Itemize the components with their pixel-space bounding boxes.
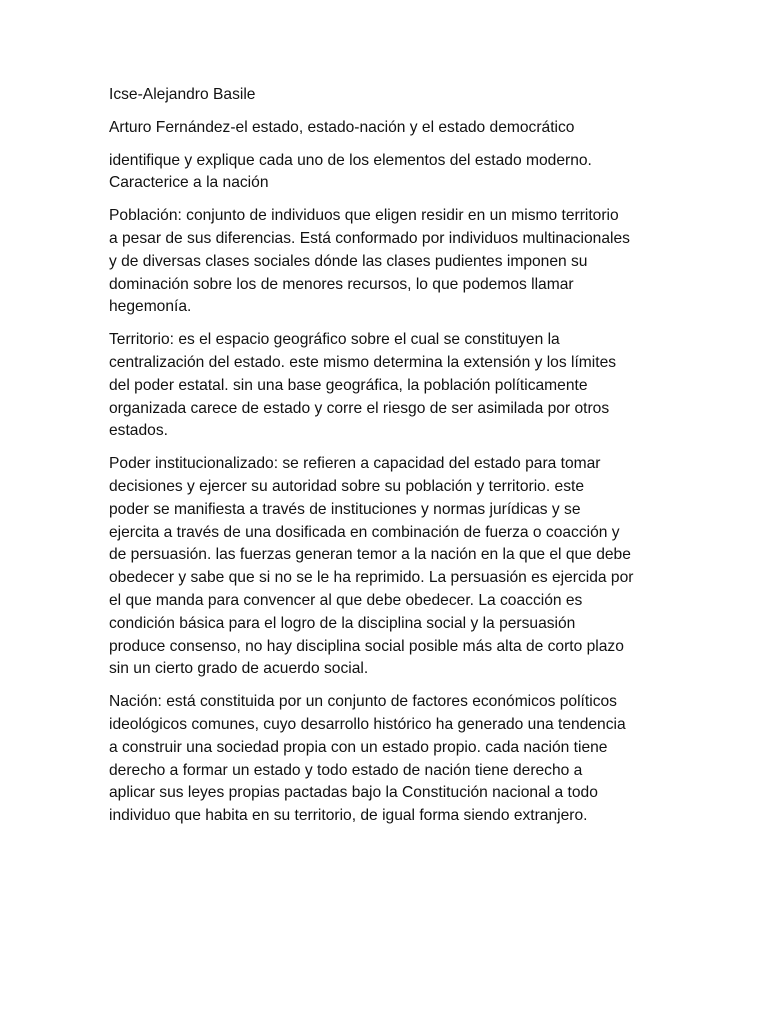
text-line: derecho a formar un estado y todo estado de nación tiene derecho a — [109, 761, 583, 779]
text-line: de persuasión. las fuerzas generan temor a la nación en la que el que debe — [109, 546, 631, 564]
text-line: hegemonía. — [109, 298, 192, 316]
text-line: a construir una sociedad propia con un estado propio. cada nación tiene — [109, 738, 608, 756]
text-line: ideológicos comunes, cuyo desarrollo histórico ha generado una tendencia — [109, 715, 626, 733]
text-line: ejercita a través de una dosificada en combinación de fuerza o coacción y — [109, 523, 620, 541]
prompt-line: identifique y explique cada uno de los elementos del estado moderno. — [109, 151, 592, 169]
text-line: el que manda para convencer al que debe obedecer. La coacción es — [109, 591, 583, 609]
prompt-line: Caracterice a la nación — [109, 174, 269, 192]
text-line: Nación: está constituida por un conjunto de factores económicos políticos — [109, 693, 617, 711]
document-subtitle — [109, 117, 669, 140]
text-line: aplicar sus leyes propias pactadas bajo la Constitución nacional a todo — [109, 784, 598, 802]
text-line: individuo que habita en su territorio, de igual forma siendo extranjero. — [109, 807, 588, 825]
text-line: centralización del estado. este mismo determina la extensión y los límites — [109, 353, 617, 371]
author-line: Icse-Alejandro Basile — [109, 86, 256, 103]
text-line: decisiones y ejercer su autoridad sobre su población y territorio. este — [109, 477, 584, 495]
assignment-prompt — [109, 150, 669, 196]
text-line: obedecer y sabe que si no se le ha reprimido. La persuasión es ejercida por — [109, 569, 634, 587]
text-line: y de diversas clases sociales dónde las clases pudientes imponen su — [109, 252, 588, 270]
text-line: condición básica para el logro de la disciplina social y la persuasión — [109, 614, 576, 632]
text-line: Población: conjunto de individuos que eligen residir en un mismo territorio — [109, 207, 619, 225]
paragraph-poder-institucionalizado — [109, 453, 669, 681]
subtitle-line: Arturo Fernández-el estado, estado-nación y el estado democrático — [109, 118, 575, 136]
paragraph-nacion — [109, 691, 669, 828]
text-line: dominación sobre los de menores recursos, lo que podemos llamar — [109, 275, 574, 293]
text-line: organizada carece de estado y corre el riesgo de ser asimilada por otros — [109, 399, 610, 417]
text-line: a pesar de sus diferencias. Está conformado por individuos multinacionales — [109, 229, 630, 247]
text-line: Poder institucionalizado: se refieren a capacidad del estado para tomar — [109, 455, 601, 473]
paragraph-poblacion — [109, 205, 669, 319]
text-line: Territorio: es el espacio geográfico sobre el cual se constituyen la — [109, 331, 560, 349]
text-line: estados. — [109, 422, 168, 440]
document-page — [109, 84, 669, 838]
text-line: produce consenso, no hay disciplina social posible más alta de corto plazo — [109, 637, 624, 655]
paragraph-territorio — [109, 329, 669, 443]
text-line: del poder estatal. sin una base geográfica, la población políticamente — [109, 376, 588, 394]
text-line: sin un cierto grado de acuerdo social. — [109, 660, 369, 678]
text-line: poder se manifiesta a través de instituciones y normas jurídicas y se — [109, 500, 581, 518]
author-header — [109, 84, 669, 107]
